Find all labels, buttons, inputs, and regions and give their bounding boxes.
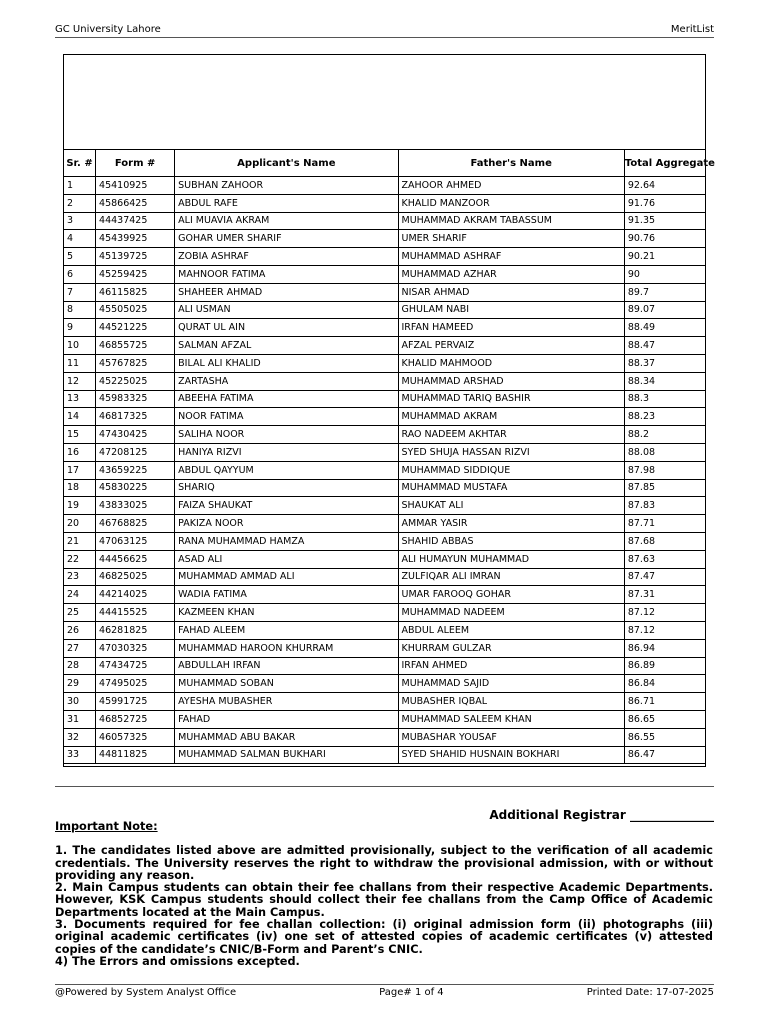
table-row: [64, 230, 706, 248]
signature-line: Additional Registrar ______________: [489, 808, 714, 822]
table-cell: 89.7: [624, 283, 705, 301]
table-cell: 47063125: [96, 532, 175, 550]
table-cell: 18: [64, 479, 96, 497]
table-cell: SHAUKAT ALI: [398, 497, 624, 515]
table-cell: 17: [64, 461, 96, 479]
table-cell: MUHAMMAD AKRAM: [398, 408, 624, 426]
table-cell: 43659225: [96, 461, 175, 479]
table-cell: MUBASHAR YOUSAF: [398, 728, 624, 746]
table-cell: GHULAM NABI: [398, 301, 624, 319]
table-cell: ABEEHA FATIMA: [175, 390, 398, 408]
note-item: 3. Documents required for fee challan collection: (i) original admission form (ii) photographs (iii) original academic certificates (iv) one set of attested copies of academic certificates (v) attested copies of the candidate’s CNIC/B-Form and Parent’s CNIC.: [55, 918, 713, 956]
table-cell: 46825025: [96, 568, 175, 586]
table-cell: KAZMEEN KHAN: [175, 604, 398, 622]
table-row: [64, 657, 706, 675]
column-header: Sr. #: [64, 150, 96, 177]
column-header: Father's Name: [398, 150, 624, 177]
table-cell: 91.35: [624, 212, 705, 230]
page-header: [55, 24, 714, 38]
table-cell: SYED SHAHID HUSNAIN BOKHARI: [398, 746, 624, 764]
table-cell: 12: [64, 372, 96, 390]
table-cell: RAO NADEEM AKHTAR: [398, 426, 624, 444]
table-cell: 87.85: [624, 479, 705, 497]
table-cell: ZULFIQAR ALI IMRAN: [398, 568, 624, 586]
table-cell: MUHAMMAD ASHRAF: [398, 248, 624, 266]
table-cell: 13: [64, 390, 96, 408]
table-row: [64, 710, 706, 728]
table-cell: 87.31: [624, 586, 705, 604]
table-cell: MUHAMMAD AZHAR: [398, 265, 624, 283]
table-cell: UMER SHARIF: [398, 230, 624, 248]
table-cell: 11: [64, 354, 96, 372]
table-row: [64, 283, 706, 301]
table-cell: MUHAMMAD SAJID: [398, 675, 624, 693]
page-footer: [55, 984, 714, 998]
table-cell: 47030325: [96, 639, 175, 657]
printed-date: Printed Date: 17-07-2025: [586, 987, 714, 998]
table-cell: 26: [64, 621, 96, 639]
table-cell: HANIYA RIZVI: [175, 443, 398, 461]
table-cell: 45505025: [96, 301, 175, 319]
table-cell: ABDULLAH IRFAN: [175, 657, 398, 675]
note-item: 1. The candidates listed above are admitted provisionally, subject to the verification of all academic credentials. The University reserves the right to withdraw the provisional admission, with or without providing any reason.: [55, 844, 713, 882]
table-cell: 30: [64, 693, 96, 711]
table-cell: 46768825: [96, 515, 175, 533]
table-cell: ABDUL QAYYUM: [175, 461, 398, 479]
table-cell: QURAT UL AIN: [175, 319, 398, 337]
table-row: [64, 319, 706, 337]
table-cell: 45983325: [96, 390, 175, 408]
table-row: [64, 461, 706, 479]
table-cell: 31: [64, 710, 96, 728]
table-cell: MUHAMMAD AKRAM TABASSUM: [398, 212, 624, 230]
table-cell: SHAHEER AHMAD: [175, 283, 398, 301]
university-name: GC University Lahore: [55, 24, 161, 35]
table-cell: MUHAMMAD ABU BAKAR: [175, 728, 398, 746]
table-cell: 88.34: [624, 372, 705, 390]
table-cell: 86.71: [624, 693, 705, 711]
table-row: [64, 497, 706, 515]
note-item: 4) The Errors and omissions excepted.: [55, 954, 300, 968]
table-row: [64, 604, 706, 622]
table-cell: 88.2: [624, 426, 705, 444]
table-cell: ZOBIA ASHRAF: [175, 248, 398, 266]
table-cell: MUHAMMAD TARIQ BASHIR: [398, 390, 624, 408]
table-cell: 15: [64, 426, 96, 444]
table-cell: UMAR FAROOQ GOHAR: [398, 586, 624, 604]
table-cell: 87.83: [624, 497, 705, 515]
table-row: [64, 194, 706, 212]
table-cell: AYESHA MUBASHER: [175, 693, 398, 711]
table-row: [64, 337, 706, 355]
table-cell: 28: [64, 657, 96, 675]
table-cell: MUHAMMAD AMMAD ALI: [175, 568, 398, 586]
table-row: [64, 248, 706, 266]
table-cell: 88.49: [624, 319, 705, 337]
table-row: [64, 354, 706, 372]
table-cell: 86.94: [624, 639, 705, 657]
table-cell: 86.89: [624, 657, 705, 675]
table-row: [64, 443, 706, 461]
table-cell: 25: [64, 604, 96, 622]
table-cell: 89.07: [624, 301, 705, 319]
table-cell: 46281825: [96, 621, 175, 639]
column-header: Total Aggregate: [624, 150, 705, 177]
table-cell: MUHAMMAD SALMAN BUKHARI: [175, 746, 398, 764]
table-cell: 87.63: [624, 550, 705, 568]
table-cell: FAIZA SHAUKAT: [175, 497, 398, 515]
table-cell: 87.98: [624, 461, 705, 479]
table-cell: SUBHAN ZAHOOR: [175, 177, 398, 195]
table-cell: 45259425: [96, 265, 175, 283]
table-cell: 88.08: [624, 443, 705, 461]
table-cell: 87.12: [624, 621, 705, 639]
merit-list-table: [63, 149, 715, 764]
table-cell: SALIHA NOOR: [175, 426, 398, 444]
table-cell: 87.71: [624, 515, 705, 533]
table-cell: ALI HUMAYUN MUHAMMAD: [398, 550, 624, 568]
table-row: [64, 621, 706, 639]
table-row: [64, 675, 706, 693]
table-cell: 6: [64, 265, 96, 283]
table-cell: ALI MUAVIA AKRAM: [175, 212, 398, 230]
table-cell: 87.12: [624, 604, 705, 622]
table-cell: 44437425: [96, 212, 175, 230]
table-cell: ALI USMAN: [175, 301, 398, 319]
table-row: [64, 746, 706, 764]
table-cell: ABDUL ALEEM: [398, 621, 624, 639]
table-cell: MUHAMMAD SIDDIQUE: [398, 461, 624, 479]
table-cell: 16: [64, 443, 96, 461]
table-cell: 5: [64, 248, 96, 266]
table-cell: 3: [64, 212, 96, 230]
table-cell: 45410925: [96, 177, 175, 195]
table-cell: MUHAMMAD SOBAN: [175, 675, 398, 693]
table-cell: AFZAL PERVAIZ: [398, 337, 624, 355]
table-cell: IRFAN HAMEED: [398, 319, 624, 337]
table-cell: 45830225: [96, 479, 175, 497]
table-cell: KHALID MAHMOOD: [398, 354, 624, 372]
table-cell: 45767825: [96, 354, 175, 372]
table-row: [64, 550, 706, 568]
page-number: Page# 1 of 4: [379, 987, 444, 998]
table-cell: WADIA FATIMA: [175, 586, 398, 604]
table-cell: 45225025: [96, 372, 175, 390]
table-cell: 22: [64, 550, 96, 568]
table-cell: ABDUL RAFE: [175, 194, 398, 212]
table-cell: 7: [64, 283, 96, 301]
table-cell: 14: [64, 408, 96, 426]
table-cell: 92.64: [624, 177, 705, 195]
table-cell: MAHNOOR FATIMA: [175, 265, 398, 283]
table-cell: SYED SHUJA HASSAN RIZVI: [398, 443, 624, 461]
table-cell: 19: [64, 497, 96, 515]
table-row: [64, 693, 706, 711]
table-cell: 47434725: [96, 657, 175, 675]
table-cell: 33: [64, 746, 96, 764]
table-cell: SHAHID ABBAS: [398, 532, 624, 550]
important-notes: [55, 821, 713, 968]
footer-credit: @Powered by System Analyst Office: [55, 987, 237, 998]
table-cell: 23: [64, 568, 96, 586]
table-cell: 46852725: [96, 710, 175, 728]
table-cell: MUHAMMAD SALEEM KHAN: [398, 710, 624, 728]
table-body: [64, 177, 706, 764]
table-cell: 47430425: [96, 426, 175, 444]
table-cell: 32: [64, 728, 96, 746]
table-cell: GOHAR UMER SHARIF: [175, 230, 398, 248]
column-header: Form #: [96, 150, 175, 177]
table-cell: 86.65: [624, 710, 705, 728]
table-cell: 29: [64, 675, 96, 693]
table-cell: 8: [64, 301, 96, 319]
table-cell: 47208125: [96, 443, 175, 461]
table-cell: 45991725: [96, 693, 175, 711]
table-row: [64, 177, 706, 195]
table-cell: 88.3: [624, 390, 705, 408]
table-cell: 21: [64, 532, 96, 550]
table-cell: BILAL ALI KHALID: [175, 354, 398, 372]
table-row: [64, 408, 706, 426]
table-row: [64, 426, 706, 444]
table-cell: 10: [64, 337, 96, 355]
table-cell: IRFAN AHMED: [398, 657, 624, 675]
table-header-row: [64, 150, 706, 177]
table-cell: 88.37: [624, 354, 705, 372]
table-cell: 4: [64, 230, 96, 248]
table-cell: 44456625: [96, 550, 175, 568]
document-type: MeritList: [670, 24, 714, 35]
table-cell: 9: [64, 319, 96, 337]
table-cell: MUHAMMAD MUSTAFA: [398, 479, 624, 497]
table-row: [64, 639, 706, 657]
table-cell: 86.84: [624, 675, 705, 693]
table-cell: MUHAMMAD NADEEM: [398, 604, 624, 622]
table-cell: 90.76: [624, 230, 705, 248]
notes-heading: Important Note:: [55, 820, 158, 833]
table-row: [64, 532, 706, 550]
table-row: [64, 372, 706, 390]
table-cell: 46057325: [96, 728, 175, 746]
table-cell: MUHAMMAD ARSHAD: [398, 372, 624, 390]
table-cell: SHARIQ: [175, 479, 398, 497]
table-cell: 86.55: [624, 728, 705, 746]
table-cell: 47495025: [96, 675, 175, 693]
table-cell: 44811825: [96, 746, 175, 764]
table-cell: PAKIZA NOOR: [175, 515, 398, 533]
divider: [55, 786, 714, 787]
table-row: [64, 265, 706, 283]
table-cell: AMMAR YASIR: [398, 515, 624, 533]
note-item: 2. Main Campus students can obtain their fee challans from their respective Academic Departments. However, KSK Campus students should collect their fee challans from the Camp Office of Academic Departments located at the Main Campus.: [55, 881, 713, 919]
table-cell: 88.47: [624, 337, 705, 355]
table-cell: MUHAMMAD HAROON KHURRAM: [175, 639, 398, 657]
table-cell: SALMAN AFZAL: [175, 337, 398, 355]
table-cell: 86.47: [624, 746, 705, 764]
table-cell: 2: [64, 194, 96, 212]
table-cell: 24: [64, 586, 96, 604]
table-cell: FAHAD: [175, 710, 398, 728]
table-cell: KHALID MANZOOR: [398, 194, 624, 212]
table-cell: 90.21: [624, 248, 705, 266]
table-cell: 88.23: [624, 408, 705, 426]
table-cell: NISAR AHMAD: [398, 283, 624, 301]
table-row: [64, 515, 706, 533]
table-row: [64, 479, 706, 497]
table-cell: 43833025: [96, 497, 175, 515]
table-row: [64, 586, 706, 604]
table-cell: 44214025: [96, 586, 175, 604]
table-row: [64, 390, 706, 408]
table-cell: 1: [64, 177, 96, 195]
table-cell: 45139725: [96, 248, 175, 266]
table-cell: 45439925: [96, 230, 175, 248]
table-cell: 46817325: [96, 408, 175, 426]
table-cell: 44521225: [96, 319, 175, 337]
table-cell: 27: [64, 639, 96, 657]
table-row: [64, 728, 706, 746]
table-cell: 90: [624, 265, 705, 283]
table-cell: RANA MUHAMMAD HAMZA: [175, 532, 398, 550]
table-cell: KHURRAM GULZAR: [398, 639, 624, 657]
table-row: [64, 301, 706, 319]
table-cell: FAHAD ALEEM: [175, 621, 398, 639]
table-cell: ZAHOOR AHMED: [398, 177, 624, 195]
table-cell: 20: [64, 515, 96, 533]
table-cell: 46115825: [96, 283, 175, 301]
table-cell: 44415525: [96, 604, 175, 622]
column-header: Applicant's Name: [175, 150, 398, 177]
table-row: [64, 212, 706, 230]
table-cell: NOOR FATIMA: [175, 408, 398, 426]
table-cell: 45866425: [96, 194, 175, 212]
table-cell: ASAD ALI: [175, 550, 398, 568]
table-cell: ZARTASHA: [175, 372, 398, 390]
table-cell: 87.68: [624, 532, 705, 550]
table-row: [64, 568, 706, 586]
table-cell: 46855725: [96, 337, 175, 355]
table-cell: MUBASHER IQBAL: [398, 693, 624, 711]
table-cell: 91.76: [624, 194, 705, 212]
table-cell: 87.47: [624, 568, 705, 586]
